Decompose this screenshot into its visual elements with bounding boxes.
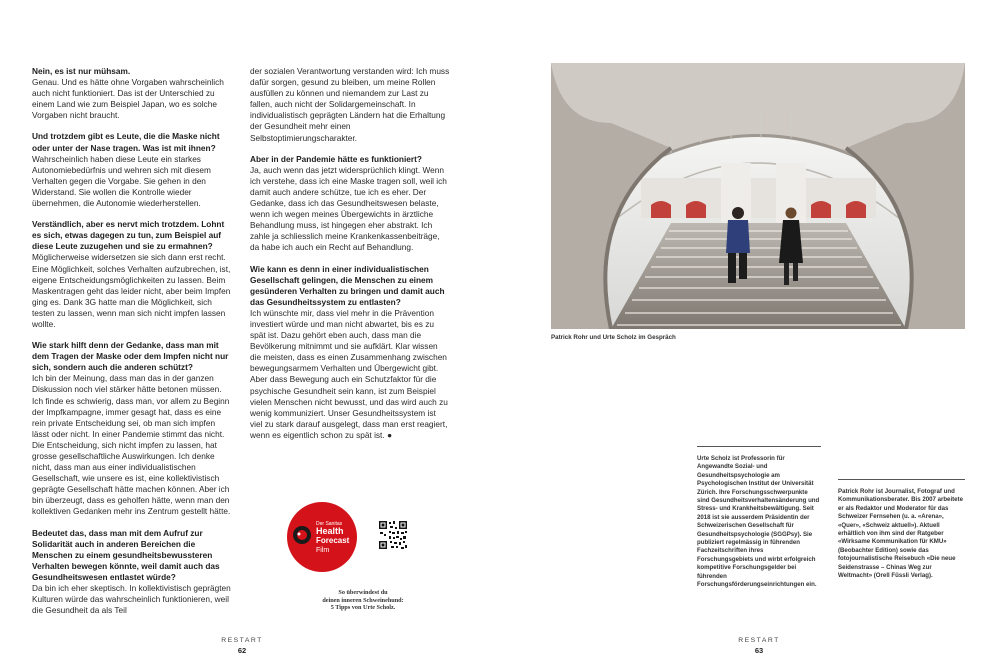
author-bio-scholz [697, 446, 821, 590]
badge-line3: Forecast [316, 536, 350, 545]
badge-line4: Film [316, 547, 330, 554]
qa-block [32, 528, 232, 617]
qa-block [32, 340, 232, 518]
qa-block [250, 66, 450, 144]
qa-block [250, 264, 450, 442]
magazine-name: RESTART [221, 637, 263, 644]
answer: Ja, auch wenn das jetzt widersprüchlich klingt. Wenn ich verstehe, dass ich eine Maske tragen soll, weil ich damit auch andere schütze, tue ich es eher. Der Gedanke, dass ich das Gesundheitswesen belaste, wenn ich wegen meines Übergewichts in ärztliche Behandlung muss, ist hingegen eher abstrakt. Ich zahle ja schliesslich meine Krankenkassenbeiträge, da habe ich auch ein Recht auf Behandlung. [250, 164, 447, 253]
magazine-name: RESTART [738, 637, 780, 644]
qa-block [32, 131, 232, 209]
question: Und trotzdem gibt es Leute, die die Maske nicht oder unter der Nase tragen. Was ist mit ihnen? [32, 131, 220, 153]
answer: der sozialen Verantwortung verstanden wird: Ich muss dafür sorgen, gesund zu bleiben, um meine Rollen ausfüllen zu können und niemandem zur Last zu fallen, auch nicht der Solidargemeinschaft. In individualistisch geprägten Ländern hat die Erhaltung der Gesundheit mehr einen Selbstoptimierungscharakter. [250, 66, 450, 143]
article-column-2 [250, 66, 450, 451]
bio-divider [697, 446, 821, 447]
author-bio-rohr [838, 479, 965, 580]
promo-line2: deinen inneren Schweinehund: [322, 596, 404, 604]
answer: Genau. Und es hätte ohne Vorgaben wahrscheinlich auch nicht funktioniert. Das ist der Unterschied zu einem Land wie zum Beispiel Japan, wo es solche Vorgaben nicht braucht. [32, 77, 224, 121]
answer: Möglicherweise widersetzen sie sich dann erst recht. Eine Möglichkeit, solches Verhalten aufzubrechen, ist, eigene Entscheidungsmöglichkeiten zu lassen. Beim Maskentragen geht das leider nicht, aber beim Impfen ging es. Dank 3G hatte man die Möglichkeit, sich testen zu lassen, wenn man sich nicht impfen lassen wollte. [32, 252, 231, 329]
bio-text: Urte Scholz ist Professorin für Angewandte Sozial- und Gesundheitspsychologie am Psychologischen Institut der Universität Zürich. Ihre Forschungsschwerpunkte sind Gesundheitsverhaltensänderung und Stress- und Krankheitsbewältigung. Seit 2018 ist sie ausserdem Präsidentin der Schweizerischen Gesellschaft für Gesundheitspsychologie (SGGPsy). Sie publiziert regelmässig in führenden Fachzeitschriften ihres Forschungsgebiets und wirbt erfolgreich kompetitive Forschungsgelder bei führenden Forschungsförderungseinrichtungen ein. [697, 455, 820, 589]
qr-code-icon[interactable] [378, 520, 408, 550]
answer: Wahrscheinlich haben diese Leute ein starkes Autonomiebedürfnis und wehren sich mit diesem Verhalten gegen die Vorgabe. Sie gehen in den Widerstand. Sie wollen die Kontrolle wieder übernehmen, die Autonomie wiederherstellen. [32, 153, 211, 209]
badge-line2: Health [316, 526, 344, 536]
health-forecast-badge[interactable] [286, 501, 358, 573]
promo-line3: 5 Tipps von Urte Scholz. [330, 604, 396, 612]
page-number: 63 [754, 646, 764, 655]
page-folio-left [212, 637, 272, 655]
answer: Ich wünschte mir, dass viel mehr in die Prävention investiert würde und man nicht abwartet, bis es zu spät ist. Dazu gehört eben auch, dass man die Bevölkerung mitnimmt und sie aufklärt. Klar wissen die meisten, dass es einen Zusammenhang zwischen bewegungsarmem Verhalten und Übergewicht gibt. Aber dass Bewegung auch ein Schutzfaktor für die psychische Gesundheit sein kann, ist zum Beispiel vielen Menschen nicht bewusst, und das wird auch zu wenig kommuniziert. Unser Gesundheitssystem ist viel zu stark darauf ausgelegt, dass man erst reagiert, wenn es eigentlich schon zu spät ist. ● [250, 307, 448, 440]
badge-line1: Der Sanitas [316, 521, 343, 527]
answer: Ich bin der Meinung, dass man das in der ganzen Diskussion noch viel stärker hätte betonen müssen. Ich finde es schwierig, dass man, vor allem zu Beginn der Impfkampagne, immer gesagt hat, dass es eine rein private Entscheidung sei, ob man sich impfen lässt oder nicht. In einer Pandemie stimmt das nicht. Die Entscheidung, sich nicht impfen zu lassen, hat grosse gesellschaftliche Auswirkungen. Ich denke nicht, dass man aus einer individualistischen Gesellschaft, wie unsere es ist, eine kollektivistisch geprägte Gesellschaft hätte machen können. Aber ich bin überzeugt, dass es geholfen hätte, wenn man den kollektiven Gedanken mehr ins Zentrum gestellt hätte. [32, 373, 231, 517]
question: Wie kann es denn in einer individualistischen Gesellschaft gelingen, die Menschen zu einem gesünderen Verhalten zu bringen und damit auch das Gesundheitssystem zu entlasten? [250, 263, 445, 307]
bio-divider [838, 479, 965, 480]
page-folio-right [729, 637, 789, 655]
photo-caption: Patrick Rohr und Urte Scholz im Gespräch [551, 334, 676, 341]
question: Bedeutet das, dass man mit dem Aufruf zur Solidarität auch in anderen Bereichen die Menschen zu einem gesundheitsbewussteren Verhalten bewegen könnte, weil damit auch das Gesundheitswesen entlastet würde? [32, 527, 220, 582]
question: Nein, es ist nur mühsam. [32, 66, 131, 76]
question: Verständlich, aber es nervt mich trotzdem. Lohnt es sich, etwas dagegen zu tun, zum Beispiel auf diese Leute zuzugehen und sie zu ermahnen? [32, 219, 225, 252]
promo-text [303, 589, 423, 612]
qa-block [32, 66, 232, 121]
qa-block [32, 219, 232, 330]
qa-block [250, 154, 450, 254]
page-number: 62 [237, 646, 247, 655]
question: Aber in der Pandemie hätte es funktioniert? [250, 153, 422, 164]
staircase-photo [551, 63, 965, 329]
play-icon [293, 526, 311, 544]
promo-line1: So überwindest du [338, 589, 388, 596]
article-column-1 [32, 66, 232, 626]
question: Wie stark hilft denn der Gedanke, dass man mit dem Tragen der Maske oder dem Impfen nicht nur sich, sondern auch die anderen schützt? [32, 340, 229, 373]
answer: Da bin ich eher skeptisch. In kollektivistisch geprägten Kulturen würde das wahrscheinlich funktionieren, weil die Gesundheit da als Teil [32, 583, 231, 616]
bio-text: Patrick Rohr ist Journalist, Fotograf und Kommunikationsberater. Bis 2007 arbeitete er als Redaktor und Moderator für das Schweizer Fernsehen (u. a. «Arena», «Quer», «Schweiz aktuell»). Aktuell erhältlich von ihm sind der Ratgeber «Wirksame Kommunikation für KMU» (Beobachter Edition) sowie das fotojournalistische Reisebuch «Die neue Seidenstrasse – Chinas Weg zur Weltmacht» (Orell Füssli Verlag). [838, 488, 963, 580]
